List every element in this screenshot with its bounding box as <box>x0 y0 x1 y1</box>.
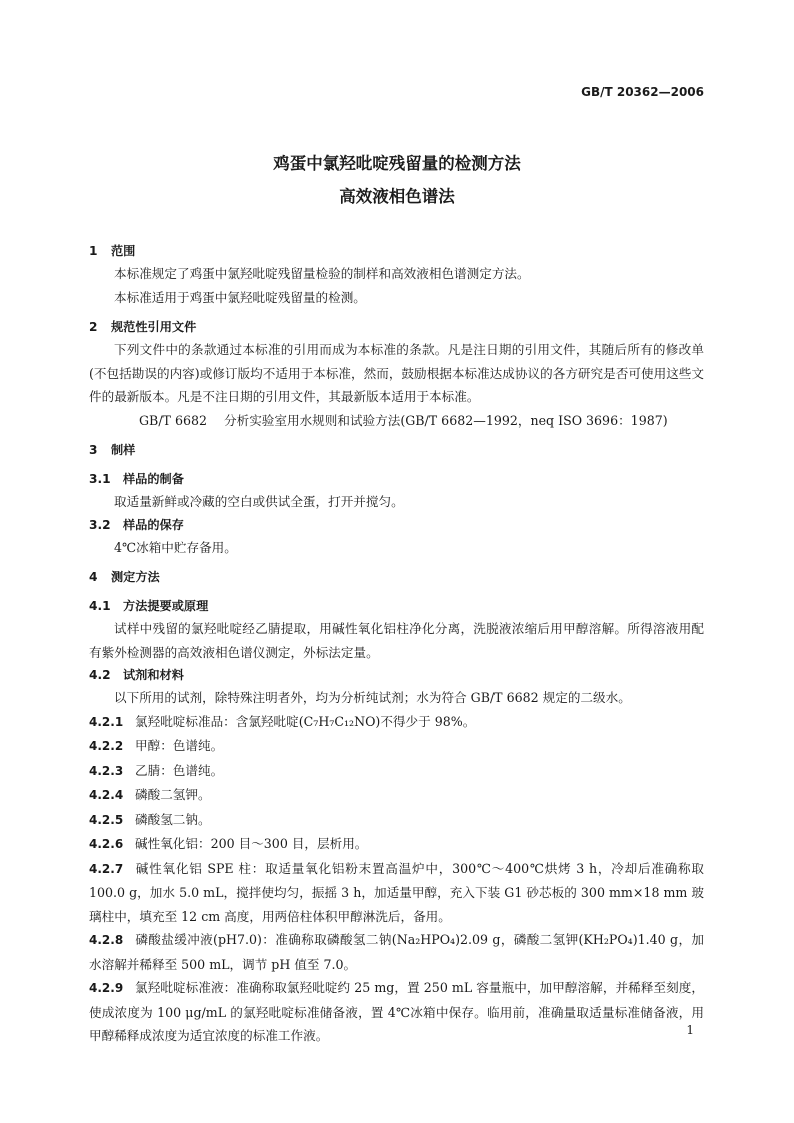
section-heading-4: 4 测定方法 <box>89 570 160 584</box>
subsection-heading-3-2: 3.2 样品的保存 <box>89 517 184 532</box>
document-title: 鸡蛋中氯羟吡啶残留量的检测方法 <box>273 154 521 173</box>
normative-reference: GB/T 6682 分析实验室用水规则和试验方法(GB/T 6682—1992，neq ISO 3696：1987) <box>139 412 668 428</box>
clause-item: 4.2.8 磷酸盐缓冲液(pH7.0)：准确称取磷酸氢二钠(Na₂HPO₄)2.09 g，磷酸二氢钾(KH₂PO₄)1.40 g，加水溶解并稀释至 500 mL，调节 pH 值至 7.0。 <box>89 932 704 972</box>
clause-item: 4.2.4 磷酸二氢钾。 <box>89 787 211 802</box>
clause-item: 4.2.7 碱性氧化铝 SPE 柱：取适量氧化铝粉末置高温炉中，300℃～400℃烘烤 3 h，冷却后准确称取 100.0 g，加水 5.0 mL，搅拌使均匀，振摇 3 h，加适量甲醇，充入下装 G1 砂芯板的 300 mm×18 mm 玻璃柱中，填充至 12 cm 高度，用两倍柱体积甲醇淋洗后，备用。 <box>89 860 704 924</box>
standard-code: GB/T 20362—2006 <box>581 85 704 99</box>
clause-item: 4.2.2 甲醇：色谱纯。 <box>89 738 224 753</box>
document-body <box>89 240 704 1048</box>
page-number: 1 <box>686 1023 694 1037</box>
section-heading-3: 3 制样 <box>89 443 136 457</box>
clause-item: 4.2.6 碱性氧化铝：200 目～300 目，层析用。 <box>89 836 368 851</box>
paragraph: 本标准适用于鸡蛋中氯羟吡啶残留量的检测。 <box>114 289 366 305</box>
paragraph: 试样中残留的氯羟吡啶经乙腈提取，用碱性氧化铝柱净化分离，洗脱液浓缩后用甲醇溶解。所得溶液用配有紫外检测器的高效液相色谱仪测定，外标法定量。 <box>89 621 704 660</box>
clause-item: 4.2.3 乙腈：色谱纯。 <box>89 762 224 778</box>
clause-item: 4.2.9 氯羟吡啶标准液：准确称取氯羟吡啶约 25 mg，置 250 mL 容量瓶中，加甲醇溶解，并稀释至刻度，使成浓度为 100 μg/mL 的氯羟吡啶标准储备液，置 4℃冰箱中保存。临用前，准确量取适量标准储备液，用甲醇稀释成浓度为适宜浓度的标准工作液。 <box>89 980 704 1043</box>
section-heading-2: 2 规范性引用文件 <box>89 320 197 334</box>
subsection-heading-3-1: 3.1 样品的制备 <box>89 472 184 486</box>
document-subtitle: 高效液相色谱法 <box>339 187 455 206</box>
paragraph: 取适量新鲜或冷藏的空白或供试全蛋，打开并搅匀。 <box>114 494 404 509</box>
subsection-heading-4-1: 4.1 方法提要或原理 <box>89 599 209 613</box>
clause-item: 4.2.5 磷酸氢二钠。 <box>89 811 211 827</box>
subsection-heading-4-2: 4.2 试剂和材料 <box>89 668 184 682</box>
clause-item: 4.2.1 氯羟吡啶标准品：含氯羟吡啶(C₇H₇C₁₂NO)不得少于 98%。 <box>89 713 476 729</box>
section-heading-1: 1 范围 <box>89 244 136 258</box>
paragraph: 4℃冰箱中贮存备用。 <box>114 539 237 555</box>
paragraph: 下列文件中的条款通过本标准的引用而成为本标准的条款。凡是注日期的引用文件，其随后所有的修改单(不包括勘误的内容)或修订版均不适用于本标准，然而，鼓励根据本标准达成协议的各方研究是否可使用这些文件的最新版本。凡是不注日期的引用文件，其最新版本适用于本标准。 <box>89 342 704 404</box>
paragraph: 以下所用的试剂，除特殊注明者外，均为分析纯试剂；水为符合 GB/T 6682 规定的二级水。 <box>114 690 631 705</box>
paragraph: 本标准规定了鸡蛋中氯羟吡啶残留量检验的制样和高效液相色谱测定方法。 <box>114 266 530 281</box>
